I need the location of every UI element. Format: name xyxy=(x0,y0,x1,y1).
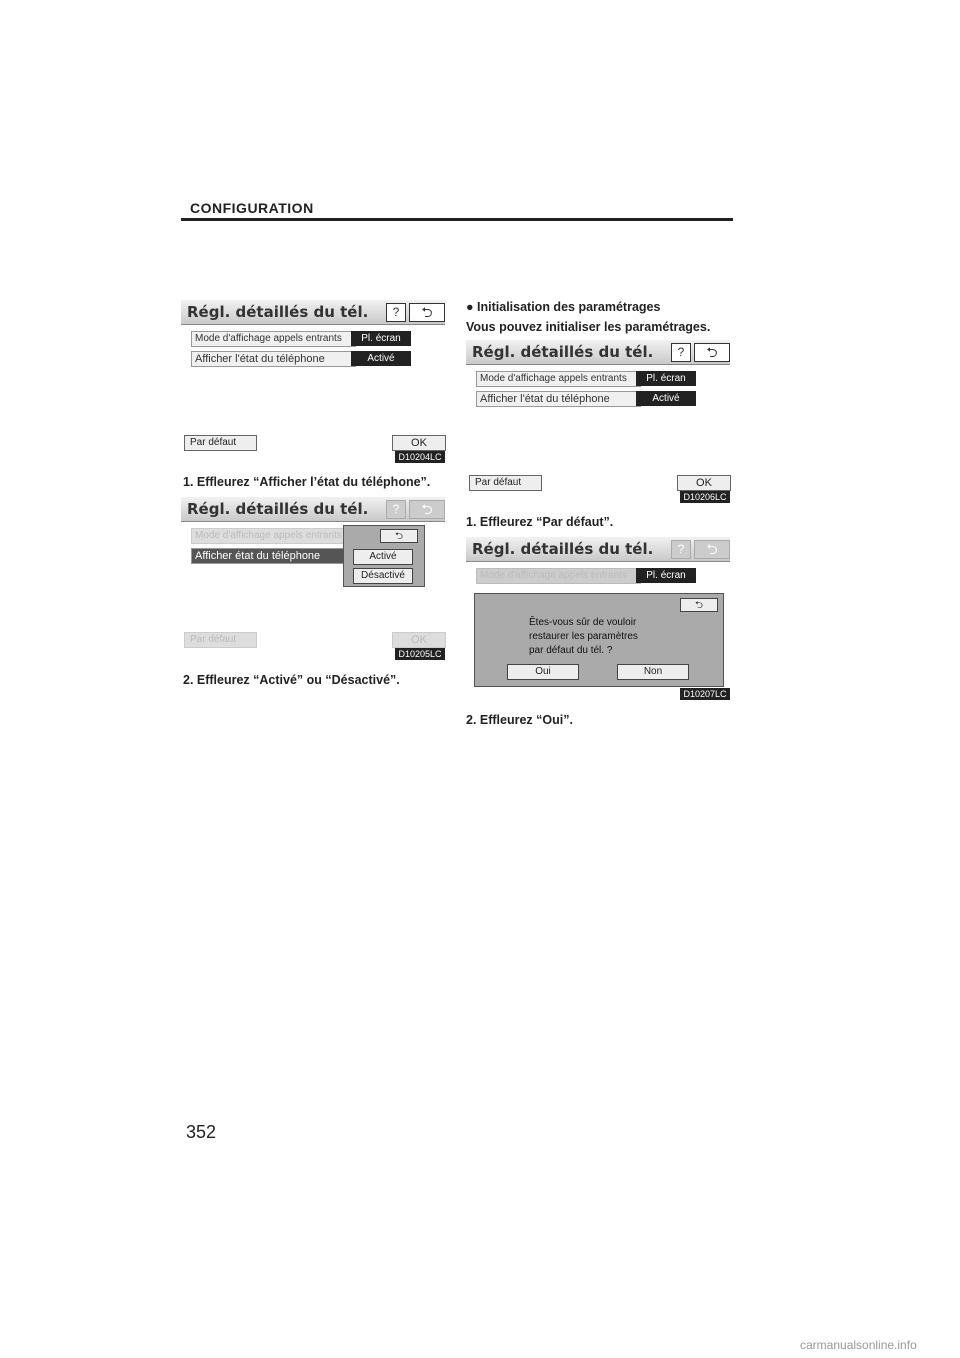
back-icon[interactable]: ⮌ xyxy=(694,343,730,362)
step-2-right: 2. Effleurez “Oui”. xyxy=(466,713,573,727)
dialog-message xyxy=(529,616,638,658)
title-bar xyxy=(466,340,730,365)
step-2-left: 2. Effleurez “Activé” ou “Désactivé”. xyxy=(183,673,400,687)
figure-code: D10206LC xyxy=(680,491,730,503)
help-button: ? xyxy=(671,540,691,559)
help-button[interactable]: ? xyxy=(386,303,406,322)
phone-status-row[interactable]: Afficher état du téléphone xyxy=(191,548,356,564)
screenshot-settings-3 xyxy=(466,340,730,502)
screenshot-settings-2 xyxy=(181,497,445,659)
screenshot-settings-1 xyxy=(181,300,445,462)
step-1-left: 1. Effleurez “Afficher l’état du téléphone”. xyxy=(183,475,431,489)
option-on-button[interactable]: Activé xyxy=(353,549,413,565)
yes-button[interactable]: Oui xyxy=(507,664,579,680)
figure-code: D10207LC xyxy=(680,688,730,700)
title-bar xyxy=(181,497,445,522)
popup-back-icon[interactable]: ⮌ xyxy=(380,529,418,543)
screen-title: Régl. détaillés du tél. xyxy=(472,343,654,361)
default-button: Par défaut xyxy=(184,632,257,648)
screen-title: Régl. détaillés du tél. xyxy=(472,540,654,558)
phone-status-value[interactable]: Activé xyxy=(351,351,411,366)
dialog-back-icon[interactable]: ⮌ xyxy=(680,598,718,612)
dialog-line-1: Êtes-vous sûr de vouloir xyxy=(529,617,637,628)
phone-status-value[interactable]: Activé xyxy=(636,391,696,406)
back-icon[interactable]: ⮌ xyxy=(409,303,445,322)
title-bar xyxy=(466,537,730,562)
incoming-call-mode-value[interactable]: Pl. écran xyxy=(636,371,696,386)
watermark: carmanualsonline.info xyxy=(800,1338,917,1352)
figure-code: D10204LC xyxy=(395,451,445,463)
ok-button[interactable]: OK xyxy=(392,435,446,451)
step-1-right: 1. Effleurez “Par défaut”. xyxy=(466,515,614,529)
title-bar xyxy=(181,300,445,325)
incoming-call-mode-value[interactable]: Pl. écran xyxy=(351,331,411,346)
ok-button: OK xyxy=(392,632,446,648)
section-intro: Vous pouvez initialiser les paramétrages. xyxy=(466,320,711,334)
header-rule xyxy=(181,218,733,221)
default-button[interactable]: Par défaut xyxy=(469,475,542,491)
help-button[interactable]: ? xyxy=(671,343,691,362)
dialog-line-2: restaurer les paramètres xyxy=(529,631,638,642)
back-icon: ⮌ xyxy=(409,500,445,519)
dialog-line-3: par défaut du tél. ? xyxy=(529,645,613,656)
incoming-call-mode-row[interactable]: Mode d'affichage appels entrants xyxy=(191,331,356,347)
no-button[interactable]: Non xyxy=(617,664,689,680)
option-popup xyxy=(343,525,425,587)
ok-button[interactable]: OK xyxy=(677,475,731,491)
confirm-dialog xyxy=(474,593,724,687)
incoming-call-mode-row[interactable]: Mode d'affichage appels entrants xyxy=(476,371,641,387)
page-header: CONFIGURATION xyxy=(190,200,314,216)
section-title: ● Initialisation des paramétrages xyxy=(466,300,661,314)
phone-status-row[interactable]: Afficher l'état du téléphone xyxy=(476,391,641,407)
figure-code: D10205LC xyxy=(395,648,445,660)
screenshot-settings-4 xyxy=(466,537,730,699)
page-number: 352 xyxy=(186,1122,217,1142)
section-title-text: Initialisation des paramétrages xyxy=(477,300,661,314)
phone-status-row[interactable]: Afficher l'état du téléphone xyxy=(191,351,356,367)
incoming-call-mode-row: Mode d'affichage appels entrants xyxy=(191,528,356,544)
incoming-call-mode-value: Pl. écran xyxy=(636,568,696,583)
screen-title: Régl. détaillés du tél. xyxy=(187,303,369,321)
incoming-call-mode-row: Mode d'affichage appels entrants xyxy=(476,568,641,584)
help-button: ? xyxy=(386,500,406,519)
default-button[interactable]: Par défaut xyxy=(184,435,257,451)
screen-title: Régl. détaillés du tél. xyxy=(187,500,369,518)
option-off-button[interactable]: Désactivé xyxy=(353,568,413,584)
back-icon: ⮌ xyxy=(694,540,730,559)
